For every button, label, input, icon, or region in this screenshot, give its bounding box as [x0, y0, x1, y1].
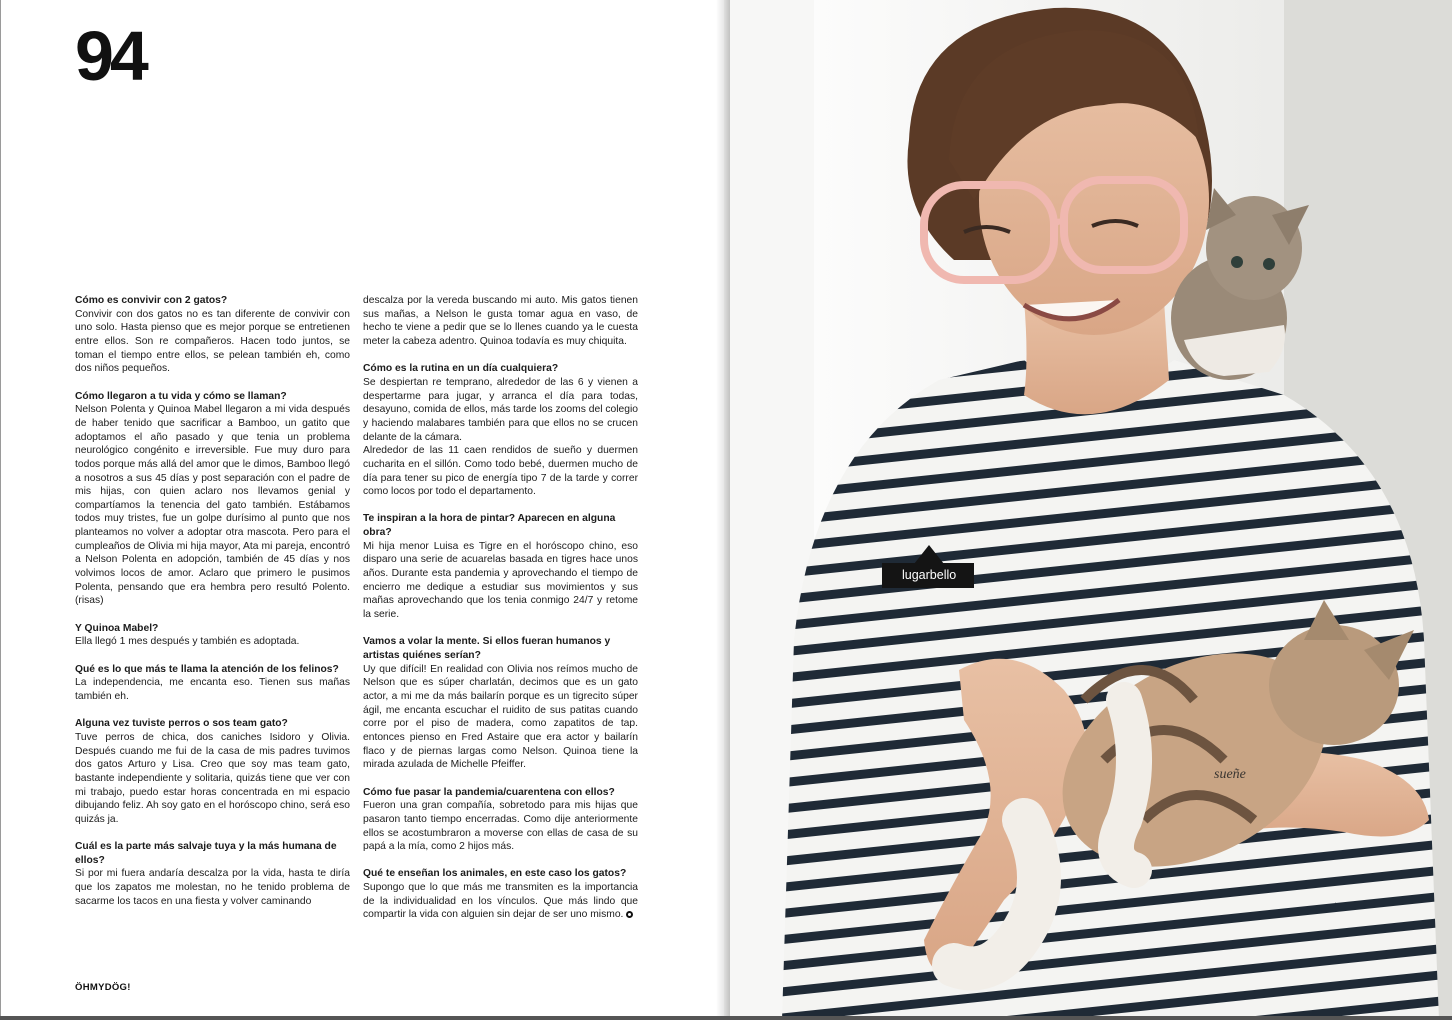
magazine-logo: ÖHMYDÖG! [75, 982, 131, 993]
interview-question: Qué te enseñan los animales, en este caso los gatos? [363, 868, 627, 880]
qa-block [363, 635, 638, 772]
interview-question: Te inspiran a la hora de pintar? Aparecen en alguna obra? [363, 513, 616, 539]
interview-answer: Supongo que lo que más me transmiten es la importancia de la individualidad en los vínculos. Que más lindo que compartir la vida con alguien sin dejar de ser uno mismo. [363, 882, 638, 921]
interview-answer: Mi hija menor Luisa es Tigre en el horóscopo chino, eso disparo una serie de acuarelas basada en tigres hace unos años. Durante esta pandemia y aprovechando el tiempo de encierro me dedique a estudiar sus movimientos y sus mañas aprovechando que los tenia conmigo 24/7 y retome la serie. [363, 540, 638, 621]
qa-block [363, 294, 638, 349]
interview-question: Cómo es la rutina en un día cualquiera? [363, 363, 559, 375]
end-mark-icon [626, 911, 633, 918]
viewer-frame-edge [0, 1016, 1452, 1020]
qa-block [363, 867, 638, 922]
portrait-photo [724, 0, 1452, 1020]
interview-answer: descalza por la vereda buscando mi auto. Mis gatos tienen sus mañas, a Nelson le gusta tomar agua en vaso, de hecho te viene a pedir que se lo llenes cuando ya le cuesta meter la cabeza adentro. Quinoa todavía es muy chiquita. [363, 295, 638, 347]
interview-question: Qué es lo que más te llama la atención de los felinos? [75, 663, 339, 675]
qa-block [75, 622, 350, 649]
interview-answer: Fueron una gran compañía, sobretodo para mis hijas que pasaron tanto tiempo encerradas. Como dije anteriormente ellos se acostumbraron a moverse con ellas de casa de su papá a la mía, como 2 hijos más. [363, 800, 638, 853]
interview-question: Cómo es convivir con 2 gatos? [75, 295, 228, 306]
qa-block [75, 390, 350, 609]
interview-answer: La independencia, me encanta eso. Tienen sus mañas también eh. [75, 677, 350, 702]
photo-credit-tag: lugarbello [882, 563, 974, 588]
interview-question: Cuál es la parte más salvaje tuya y la más humana de ellos? [75, 841, 337, 866]
interview-answer: Si por mi fuera andaría descalza por la vida, hasta te diría que los zapatos me molestan, no he tenido problema de sacarme los tacos en una fiesta y volver caminando [75, 868, 350, 907]
qa-block [75, 294, 350, 376]
interview-question: Cómo fue pasar la pandemia/cuarentena con ellos? [363, 786, 615, 798]
credit-tag-arrow [914, 545, 944, 564]
interview-question: Y Quinoa Mabel? [75, 622, 159, 634]
qa-block [75, 663, 350, 704]
interview-answer: Tuve perros de chica, dos caniches Isidoro y Olivia. Después cuando me fui de la casa de mis padres tuvimos dos gatos Arturo y Lisa. Creo que soy mas team gato, bastante independiente y solitaria, quizás tiene que ver con mi trabajo, puedo estar horas concentrada en mi espacio dibujando feliz. Ah soy gato en el horóscopo chino, será eso quizás ja. [75, 731, 350, 825]
interview-answer: Ella llegó 1 mes después y también es adoptada. [75, 636, 300, 648]
interview-question: Cómo llegaron a tu vida y cómo se llaman? [75, 390, 287, 402]
page-number: 94 [75, 17, 145, 95]
text-column-2 [363, 294, 638, 936]
text-column-1 [75, 294, 350, 922]
interview-answer: Uy que difícil! En realidad con Olivia nos reímos mucho de Nelson que es súper charlatán, decimos que es un gato actor, a mi me da más bailarín porque es un tigrecito súper ágil, me encanta escuchar el ruidito de sus patitas cuando corre por el piso de madera, como zapatitos de tap. entonces pienso en Fred Astaire que era actor y bailarín flaco y de piernas largas como Nelson. Quinoa tiene la mirada azulada de Michelle Pfeiffer. [363, 663, 638, 771]
tattoo-text: sueñe [1214, 767, 1246, 782]
left-page [0, 0, 724, 1020]
qa-block [363, 362, 638, 499]
interview-question: Vamos a volar la mente. Si ellos fueran humanos y artistas quiénes serían? [363, 636, 611, 662]
qa-block [363, 786, 638, 854]
qa-block [75, 717, 350, 826]
interview-answer: Nelson Polenta y Quinoa Mabel llegaron a mi vida después de haber tenido que sacrificar a Bamboo, un gatito que adoptamos el año pasado y que tenia un problema neurológico congénito e irreversible. Fue muy duro para todos porque más allá del amor que le dimos, Bamboo llegó a nosotros a sus 45 días y post separación con el padre de mis hijas, con quien aclaro nos llevamos genial y compartíamos la tenencia del gato también. Estábamos todos muy tristes, fue un golpe durísimo al punto que nos planteamos no volver a adoptar otra mascota. Pero para el cumpleaños de Olivia mi hija mayor, Ata mi pareja, encontró a Nelson Polenta en adopción, también de 45 días y nos volvimos locos de amor. Aclaro que primero le pusimos Polenta, pensando que era hembra pero resultó Polento.(risas) [75, 404, 350, 607]
qa-block [363, 512, 638, 621]
photo-illustration [724, 0, 1452, 1020]
interview-answer: Se despiertan re temprano, alrededor de las 6 y vienen a despertarme para jugar, y arranca el día para todas, desayuno, comida de ellos, más tarde los zooms del colegio y haciendo malabares también para que ellos no se crucen delante de la cámara. Alrededor de las 11 caen rendidos de sueño y duermen cucharita en el sillón. Como todo bebé, duermen mucho de día para tener su pico de energía tipo 7 de la tarde y correr como locos por todo el departamento. [363, 376, 638, 498]
page-gutter-shadow [716, 0, 730, 1020]
qa-block [75, 840, 350, 908]
interview-question: Alguna vez tuviste perros o sos team gato? [75, 718, 288, 730]
interview-answer: Convivir con dos gatos no es tan diferente de convivir con uno solo. Hasta pienso que es mejor porque se entretienen entre ellos. Son re compañeros. Hacen todo juntos, se toman el tiempo entre ellos, se pelean también eh, como dos niños pequeños. [75, 308, 350, 375]
